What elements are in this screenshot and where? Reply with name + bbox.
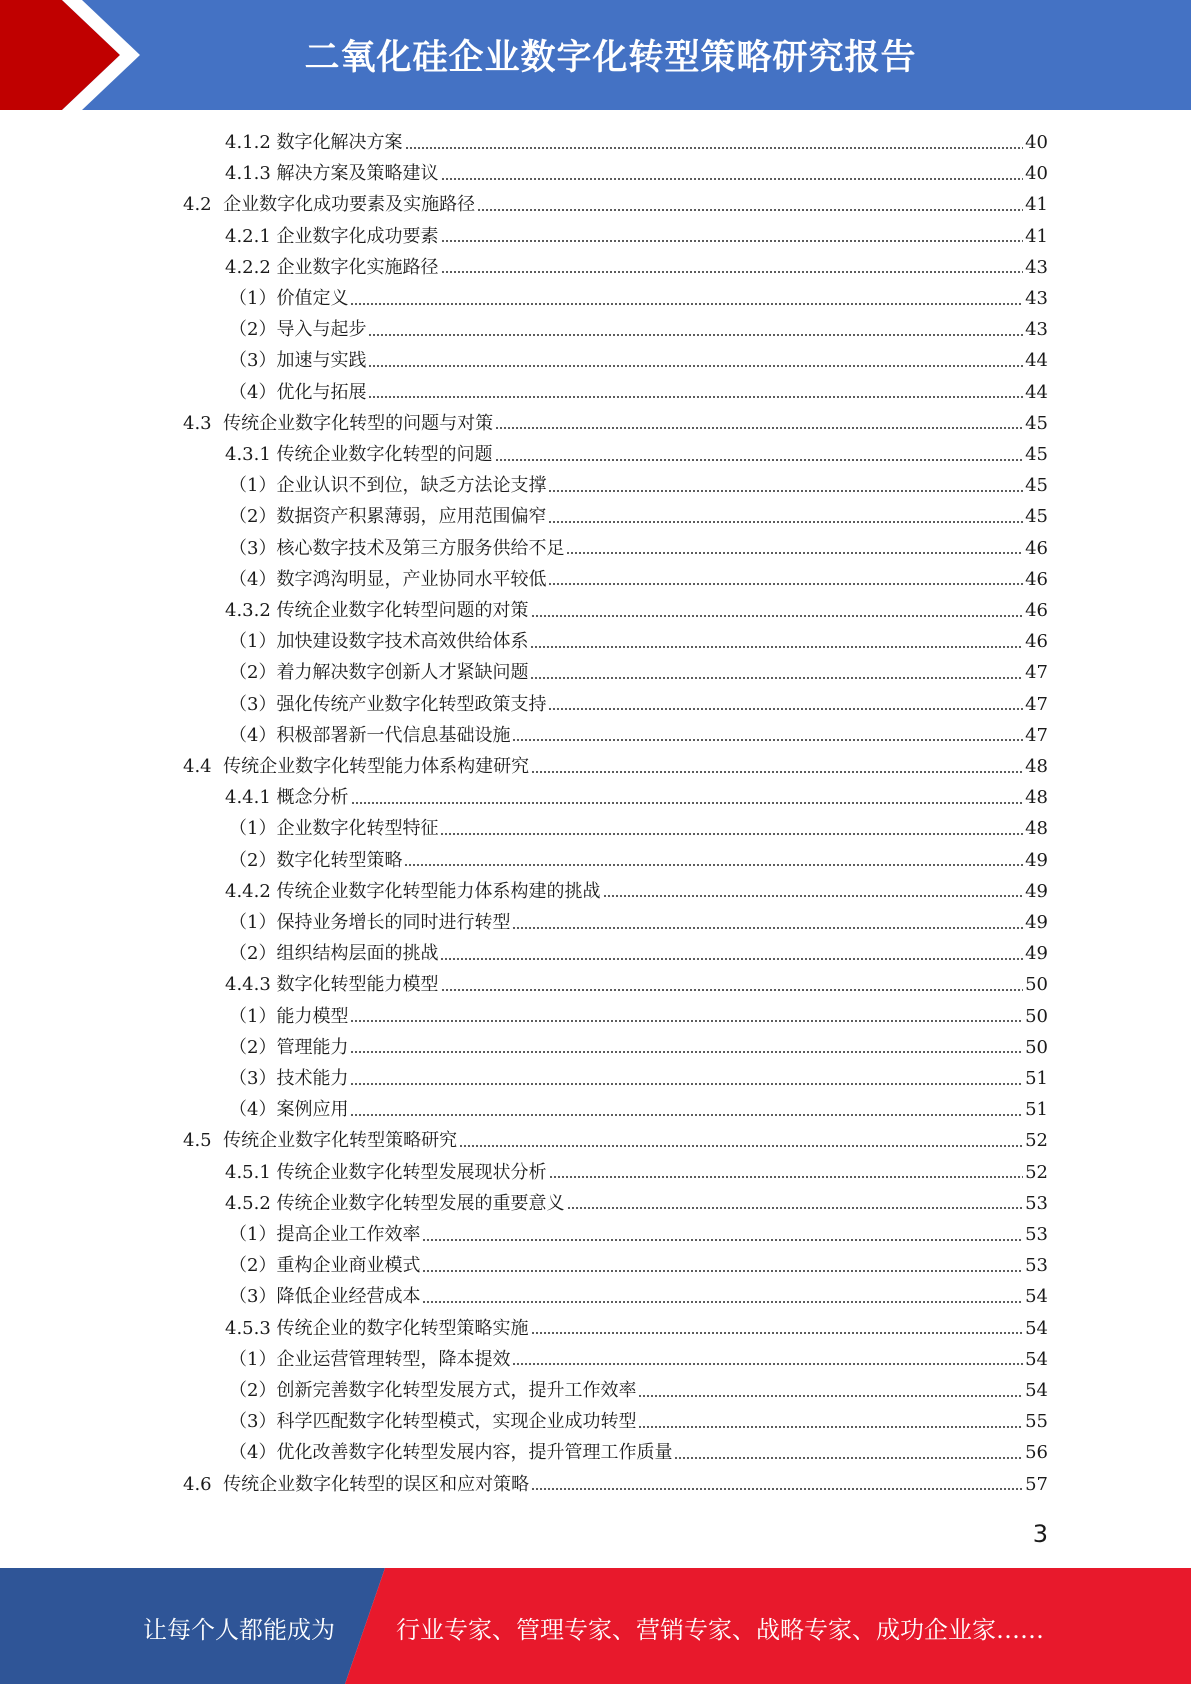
- page-number: 3: [1032, 1520, 1048, 1548]
- toc-leader-dots: [350, 1020, 1023, 1022]
- toc-leader-dots: [422, 1301, 1023, 1303]
- toc-entry-label: [229, 657, 528, 688]
- toc-leader-dots: [512, 1363, 1023, 1365]
- toc-entry[interactable]: [183, 751, 1048, 782]
- toc-entry-title: 科学匹配数字化转型模式，实现企业成功转型: [276, 1411, 637, 1433]
- toc-entry-title: 加快建设数字技术高效供给体系: [276, 631, 529, 653]
- toc-entry-number: 4.3.1: [225, 444, 271, 465]
- toc-entry-page: 50: [1025, 1036, 1048, 1058]
- toc-entry-label: [183, 408, 493, 439]
- toc-entry-number: （4）: [229, 1099, 277, 1121]
- toc-entry-title: 概念分析: [276, 787, 349, 809]
- toc-entry[interactable]: [229, 938, 1048, 969]
- toc-entry-title: 解决方案及策略建议: [276, 163, 439, 185]
- toc-leader-dots: [531, 1488, 1023, 1490]
- toc-entry-title: 创新完善数字化转型发展方式，提升工作效率: [276, 1380, 637, 1401]
- toc-entry-label: [229, 345, 366, 376]
- toc-entry-label: [229, 533, 564, 564]
- toc-entry-number: （2）: [229, 319, 277, 341]
- toc-entry-label: [225, 158, 439, 189]
- toc-entry-number: （1）: [229, 818, 277, 840]
- toc-entry-number: （1）: [229, 631, 277, 653]
- toc-entry-number: （3）: [229, 1411, 277, 1433]
- toc-leader-dots: [549, 1176, 1024, 1178]
- toc-entry-label: [229, 283, 348, 314]
- toc-entry-page: 41: [1025, 194, 1048, 216]
- toc-entry-label: [225, 876, 601, 907]
- toc-entry-page: 54: [1025, 1286, 1048, 1308]
- toc-entry-title: 数字化转型策略: [276, 849, 403, 871]
- toc-leader-dots: [441, 240, 1024, 242]
- toc-entry[interactable]: [225, 782, 1048, 813]
- toc-leader-dots: [404, 864, 1023, 866]
- toc-entry-title: 强化传统产业数字化转型政策支持: [276, 693, 547, 715]
- toc-entry[interactable]: [229, 1406, 1048, 1437]
- toc-entry-number: 4.4.3: [225, 974, 271, 996]
- toc-entry-number: 4.5.3: [225, 1317, 271, 1339]
- toc-entry[interactable]: [225, 127, 1048, 158]
- toc-entry-number: 4.4: [183, 756, 212, 777]
- toc-entry[interactable]: [229, 1001, 1048, 1032]
- toc-leader-dots: [512, 927, 1023, 929]
- toc-entry-page: 48: [1025, 756, 1048, 777]
- toc-entry-number: （3）: [229, 1286, 277, 1308]
- toc-entry-title: 数字化转型能力模型: [276, 974, 439, 996]
- toc-entry-title: 企业数字化成功要素: [276, 225, 439, 247]
- page-header: [0, 0, 1191, 110]
- toc-entry[interactable]: [229, 377, 1048, 408]
- toc-leader-dots: [368, 396, 1023, 398]
- toc-entry-title: 案例应用: [276, 1099, 349, 1121]
- toc-entry-number: 4.5: [183, 1130, 212, 1152]
- toc-entry-number: （3）: [229, 537, 277, 559]
- toc-entry[interactable]: [183, 408, 1048, 439]
- toc-leader-dots: [350, 1051, 1023, 1053]
- toc-entry-number: （4）: [229, 381, 277, 403]
- toc-entry-label: [229, 1281, 420, 1312]
- toc-entry-number: （1）: [229, 912, 277, 933]
- toc-entry-number: 4.5.1: [225, 1161, 271, 1183]
- toc-entry-number: （2）: [229, 1036, 277, 1058]
- toc-leader-dots: [531, 1332, 1024, 1334]
- toc-entry[interactable]: [183, 1125, 1048, 1156]
- toc-entry[interactable]: [229, 1063, 1048, 1094]
- toc-entry-number: （1）: [229, 475, 277, 497]
- toc-entry-title: 传统企业数字化转型能力体系构建研究: [223, 756, 530, 777]
- toc-entry-label: [229, 1219, 420, 1250]
- toc-entry[interactable]: [229, 1250, 1048, 1281]
- toc-entry[interactable]: [229, 1437, 1048, 1468]
- toc-leader-dots: [441, 271, 1024, 273]
- toc-entry-page: 51: [1025, 1068, 1048, 1089]
- toc-entry-title: 价值定义: [276, 288, 349, 309]
- toc-entry-title: 优化改善数字化转型发展内容，提升管理工作质量: [276, 1442, 673, 1464]
- toc-leader-dots: [674, 1457, 1023, 1459]
- toc-entry-title: 提高企业工作效率: [276, 1224, 421, 1245]
- toc-entry-page: 47: [1025, 662, 1048, 684]
- toc-leader-dots: [440, 958, 1023, 960]
- toc-entry[interactable]: [229, 813, 1048, 844]
- toc-leader-dots: [512, 739, 1023, 741]
- toc-entry-title: 重构企业商业模式: [276, 1255, 421, 1277]
- toc-entry-label: [229, 1063, 348, 1094]
- toc-entry-title: 优化与拓展: [276, 381, 367, 403]
- toc-leader-dots: [567, 1207, 1024, 1209]
- toc-entry-title: 降低企业经营成本: [276, 1286, 421, 1308]
- toc-entry-label: [229, 1344, 510, 1375]
- toc-entry-page: 46: [1025, 568, 1048, 590]
- toc-entry-label: [229, 938, 438, 969]
- toc-entry[interactable]: [225, 1157, 1048, 1188]
- toc-entry-number: （1）: [229, 288, 277, 309]
- toc-entry-label: [229, 501, 546, 532]
- toc-entry[interactable]: [229, 689, 1048, 720]
- toc-entry-page: 49: [1025, 849, 1048, 871]
- toc-entry[interactable]: [225, 221, 1048, 252]
- toc-entry-title: 数字化解决方案: [276, 132, 403, 153]
- toc-entry-page: 44: [1025, 381, 1048, 403]
- toc-entry-label: [229, 845, 402, 876]
- toc-entry-title: 保持业务增长的同时进行转型: [276, 912, 511, 933]
- toc-entry[interactable]: [229, 907, 1048, 938]
- toc-leader-dots: [638, 1426, 1023, 1428]
- toc-entry-title: 管理能力: [276, 1036, 349, 1058]
- toc-entry-label: [229, 813, 438, 844]
- toc-entry-number: （1）: [229, 1348, 277, 1370]
- toc-entry-title: 企业认识不到位，缺乏方法论支撑: [276, 475, 547, 497]
- toc-leader-dots: [422, 1239, 1023, 1241]
- toc-entry-label: [229, 720, 510, 751]
- toc-entry-label: [225, 782, 349, 813]
- toc-entry-page: 43: [1025, 288, 1048, 309]
- toc-entry-label: [225, 252, 439, 283]
- toc-entry-number: （2）: [229, 1380, 277, 1401]
- toc-entry-number: （1）: [229, 1224, 277, 1245]
- toc-entry-number: （4）: [229, 724, 277, 746]
- toc-entry-label: [225, 439, 493, 470]
- footer-slogan-left: 让每个人都能成为: [143, 1616, 335, 1644]
- toc-entry-number: （3）: [229, 350, 277, 372]
- toc-entry-page: 43: [1025, 256, 1048, 278]
- toc-entry-number: 4.2.2: [225, 256, 271, 278]
- toc-entry-page: 50: [1025, 974, 1048, 996]
- toc-entry-page: 45: [1025, 506, 1048, 528]
- toc-entry-number: （4）: [229, 568, 277, 590]
- toc-entry[interactable]: [229, 345, 1048, 376]
- toc-leader-dots: [495, 459, 1024, 461]
- toc-entry-page: 46: [1025, 600, 1048, 621]
- toc-entry-title: 企业数字化实施路径: [276, 256, 439, 278]
- toc-entry-page: 57: [1025, 1473, 1048, 1495]
- toc-entry-title: 传统企业数字化转型的误区和应对策略: [223, 1473, 530, 1495]
- toc-entry[interactable]: [183, 1469, 1048, 1500]
- toc-entry[interactable]: [229, 283, 1048, 314]
- toc-entry-label: [225, 595, 529, 626]
- toc-entry-number: 4.3: [183, 412, 212, 434]
- toc-entry[interactable]: [225, 439, 1048, 470]
- toc-entry-title: 能力模型: [276, 1005, 349, 1027]
- toc-leader-dots: [548, 583, 1023, 585]
- toc-entry-page: 46: [1025, 537, 1048, 559]
- toc-entry[interactable]: [229, 720, 1048, 751]
- toc-entry[interactable]: [225, 1188, 1048, 1219]
- toc-entry-page: 45: [1025, 475, 1048, 497]
- toc-leader-dots: [495, 427, 1023, 429]
- toc-entry[interactable]: [225, 158, 1048, 189]
- toc-entry-page: 48: [1025, 818, 1048, 840]
- toc-entry-label: [229, 1032, 348, 1063]
- toc-entry-label: [225, 127, 403, 158]
- toc-leader-dots: [350, 1114, 1023, 1116]
- toc-entry-label: [229, 314, 366, 345]
- toc-entry-number: （2）: [229, 849, 277, 871]
- toc-entry-number: （2）: [229, 1255, 277, 1277]
- toc-entry-title: 数字鸿沟明显，产业协同水平较低: [276, 568, 547, 590]
- toc-entry-page: 47: [1025, 724, 1048, 746]
- toc-entry-label: [183, 1125, 457, 1156]
- toc-entry-page: 53: [1025, 1255, 1048, 1277]
- toc-entry-number: （3）: [229, 693, 277, 715]
- toc-entry[interactable]: [229, 1219, 1048, 1250]
- toc-entry-page: 56: [1025, 1442, 1048, 1464]
- document-title: 二氧化硅企业数字化转型策略研究报告: [304, 38, 917, 78]
- toc-entry-label: [229, 377, 366, 408]
- toc-entry-title: 企业数字化成功要素及实施路径: [223, 194, 476, 216]
- toc-leader-dots: [350, 1083, 1023, 1085]
- toc-entry-title: 组织结构层面的挑战: [276, 943, 439, 965]
- toc-entry-title: 导入与起步: [276, 319, 367, 341]
- toc-entry-number: （1）: [229, 1005, 277, 1027]
- toc-entry-number: （2）: [229, 662, 277, 684]
- toc-entry-label: [225, 221, 439, 252]
- toc-entry-label: [225, 1188, 565, 1219]
- toc-entry-number: 4.1.3: [225, 163, 271, 185]
- toc-entry-page: 49: [1025, 912, 1048, 933]
- toc-entry-label: [229, 470, 546, 501]
- toc-entry[interactable]: [183, 189, 1048, 220]
- toc-entry-title: 传统企业数字化转型能力体系构建的挑战: [276, 880, 601, 902]
- toc-entry-page: 41: [1025, 225, 1048, 247]
- toc-entry-title: 传统企业数字化转型发展现状分析: [276, 1161, 547, 1183]
- toc-entry[interactable]: [225, 595, 1048, 626]
- toc-leader-dots: [350, 303, 1023, 305]
- toc-entry-page: 40: [1025, 163, 1048, 185]
- toc-entry[interactable]: [225, 969, 1048, 1000]
- toc-entry[interactable]: [229, 501, 1048, 532]
- toc-entry[interactable]: [229, 1344, 1048, 1375]
- toc-leader-dots: [548, 490, 1023, 492]
- toc-leader-dots: [441, 178, 1024, 180]
- toc-entry-label: [229, 689, 546, 720]
- toc-entry-page: 53: [1025, 1192, 1048, 1214]
- toc-entry-title: 传统企业数字化转型策略研究: [223, 1130, 458, 1152]
- toc-entry[interactable]: [225, 876, 1048, 907]
- toc-entry-page: 54: [1025, 1348, 1048, 1370]
- toc-entry[interactable]: [229, 1032, 1048, 1063]
- toc-leader-dots: [531, 771, 1023, 773]
- toc-entry[interactable]: [229, 845, 1048, 876]
- toc-leader-dots: [548, 708, 1023, 710]
- toc-leader-dots: [368, 365, 1023, 367]
- toc-entry-number: 4.3.2: [225, 600, 271, 621]
- toc-entry[interactable]: [229, 1375, 1048, 1406]
- toc-leader-dots: [441, 989, 1024, 991]
- toc-leader-dots: [422, 1270, 1023, 1272]
- toc-entry-label: [229, 1001, 348, 1032]
- toc-leader-dots: [351, 802, 1024, 804]
- toc-entry[interactable]: [229, 314, 1048, 345]
- toc-entry-title: 核心数字技术及第三方服务供给不足: [276, 537, 565, 559]
- toc-entry[interactable]: [229, 533, 1048, 564]
- toc-entry-number: （3）: [229, 1068, 277, 1089]
- toc-entry-label: [225, 1157, 547, 1188]
- toc-entry[interactable]: [229, 564, 1048, 595]
- toc-entry-label: [229, 1437, 672, 1468]
- toc-leader-dots: [530, 677, 1023, 679]
- toc-entry[interactable]: [229, 1094, 1048, 1125]
- toc-entry-label: [229, 1250, 420, 1281]
- toc-entry-title: 企业数字化转型特征: [276, 818, 439, 840]
- toc-entry-title: 技术能力: [276, 1068, 349, 1089]
- toc-entry-title: 传统企业数字化转型的问题: [276, 444, 493, 465]
- toc-entry-title: 传统企业的数字化转型策略实施: [276, 1317, 529, 1339]
- toc-leader-dots: [459, 1145, 1023, 1147]
- toc-entry-number: （2）: [229, 943, 277, 965]
- toc-leader-dots: [603, 895, 1024, 897]
- toc-entry-title: 积极部署新一代信息基础设施: [276, 724, 511, 746]
- toc-entry[interactable]: [229, 470, 1048, 501]
- toc-entry-page: 55: [1025, 1411, 1048, 1433]
- toc-leader-dots: [548, 521, 1023, 523]
- toc-entry-label: [229, 564, 546, 595]
- toc-leader-dots: [531, 615, 1024, 617]
- toc-entry[interactable]: [225, 1313, 1048, 1344]
- toc-entry-title: 传统企业数字化转型的问题与对策: [223, 412, 494, 434]
- toc-entry-page: 49: [1025, 880, 1048, 902]
- toc-entry[interactable]: [229, 626, 1048, 657]
- toc-entry-label: [229, 1375, 636, 1406]
- toc-entry-page: 53: [1025, 1224, 1048, 1245]
- toc-entry-page: 52: [1025, 1130, 1048, 1152]
- toc-entry-number: 4.6: [183, 1473, 212, 1495]
- toc-leader-dots: [440, 833, 1023, 835]
- toc-entry[interactable]: [229, 657, 1048, 688]
- toc-entry-title: 传统企业数字化转型发展的重要意义: [276, 1192, 565, 1214]
- toc-entry-title: 加速与实践: [276, 350, 367, 372]
- page-footer: [0, 1568, 1191, 1684]
- toc-entry-page: 40: [1025, 132, 1048, 153]
- toc-entry-page: 43: [1025, 319, 1048, 341]
- toc-entry-label: [183, 751, 529, 782]
- toc-entry-number: 4.4.2: [225, 880, 271, 902]
- toc-entry-label: [229, 1094, 348, 1125]
- toc-entry-page: 45: [1025, 412, 1048, 434]
- toc-entry-label: [229, 626, 528, 657]
- toc-entry-title: 企业运营管理转型，降本提效: [276, 1348, 511, 1370]
- toc-entry-page: 46: [1025, 631, 1048, 653]
- toc-entry-number: 4.4.1: [225, 787, 271, 809]
- toc-entry-label: [183, 1469, 529, 1500]
- toc-entry[interactable]: [229, 1281, 1048, 1312]
- toc-entry-page: 50: [1025, 1005, 1048, 1027]
- toc-entry-number: 4.5.2: [225, 1192, 271, 1214]
- toc-entry-number: （2）: [229, 506, 277, 528]
- toc-entry-page: 52: [1025, 1161, 1048, 1183]
- toc-entry-page: 47: [1025, 693, 1048, 715]
- toc-entry-number: 4.1.2: [225, 132, 271, 153]
- toc-entry-title: 数据资产积累薄弱，应用范围偏窄: [276, 506, 547, 528]
- toc-entry-page: 45: [1025, 444, 1048, 465]
- toc-entry-page: 49: [1025, 943, 1048, 965]
- toc-leader-dots: [477, 209, 1023, 211]
- toc-leader-dots: [566, 552, 1023, 554]
- toc-leader-dots: [638, 1395, 1023, 1397]
- toc-entry-number: （4）: [229, 1442, 277, 1464]
- toc-entry-label: [225, 969, 439, 1000]
- toc-entry-label: [229, 907, 510, 938]
- toc-entry-number: 4.2.1: [225, 225, 271, 247]
- toc-entry[interactable]: [225, 252, 1048, 283]
- toc-entry-page: 48: [1025, 787, 1048, 809]
- toc-entry-label: [229, 1406, 636, 1437]
- toc-entry-title: 传统企业数字化转型问题的对策: [276, 600, 529, 621]
- toc-leader-dots: [368, 334, 1023, 336]
- toc-entry-page: 44: [1025, 350, 1048, 372]
- toc-leader-dots: [405, 147, 1024, 149]
- toc-entry-page: 54: [1025, 1317, 1048, 1339]
- toc-entry-label: [225, 1313, 529, 1344]
- footer-slogan-right: 行业专家、管理专家、营销专家、战略专家、成功企业家……: [396, 1616, 1044, 1644]
- toc-entry-page: 54: [1025, 1380, 1048, 1401]
- toc-entry-label: [183, 189, 475, 220]
- toc-entry-number: 4.2: [183, 194, 212, 216]
- toc-leader-dots: [530, 646, 1023, 648]
- toc-entry-page: 51: [1025, 1099, 1048, 1121]
- toc-entry-title: 着力解决数字创新人才紧缺问题: [276, 662, 529, 684]
